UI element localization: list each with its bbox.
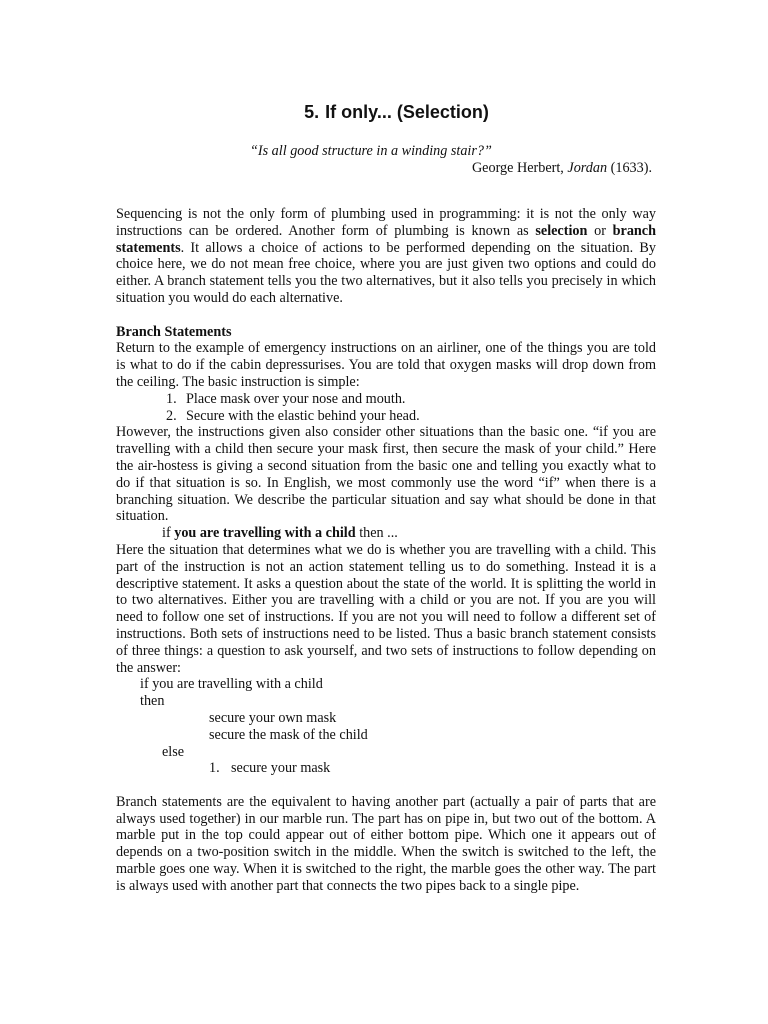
code-else-number: 1. [209, 760, 220, 777]
code-if-line: if you are travelling with a child [140, 676, 323, 693]
section-heading: Branch Statements [116, 323, 232, 340]
paragraph-other-situations: However, the instructions given also consider other situations than the basic one. “if you are travelling with a child then secure your mask first, then secure the mask of your child.” Here the air-hostess is giving a second situation from the basic one and telling you exactly what to do if that situation is so. In English, we most commonly use the word “if” when there is a branching situation. We describe the particular situation and say what should be done in that situation. [116, 424, 656, 525]
document-body [116, 206, 656, 895]
paragraph-airliner: Return to the example of emergency instructions on an airliner, one of the things you are told is what to do if the cabin depressurises. You are told that oxygen masks will drop down from the ceiling. The basic instruction is simple: [116, 340, 656, 390]
condition-text: you are travelling with a child [174, 525, 356, 542]
basic-instruction-list [116, 391, 656, 425]
epigraph-author: George Herbert, [471, 159, 564, 176]
code-then-step: secure your own mask [209, 709, 337, 726]
chapter-title [0, 101, 768, 123]
intro-text-1: Sequencing is not the only form of plumbing used in programming: it is not the only way instructions can be ordered. Another form of plumbing is known as [116, 206, 656, 239]
epigraph-year: (1633). [610, 159, 652, 176]
intro-text-3: . It allows a choice of actions to be performed depending on the situation. By choice here, we do not mean free choice, where you are just given two options and could do either. A branch statement tells you the two alternatives, but it also tells you precisely in which situation you would do each alternative. [116, 239, 656, 306]
spacer [116, 777, 656, 794]
epigraph-quote: “Is all good structure in a winding stair?” [250, 143, 492, 159]
list-item-text: Secure with the elastic behind your head. [186, 407, 420, 424]
code-then-step: secure the mask of the child [209, 726, 368, 743]
list-item [166, 391, 656, 408]
spacer [116, 307, 656, 324]
intro-text-2: or [587, 222, 613, 239]
epigraph [250, 143, 652, 177]
list-item-number: 2. [166, 407, 177, 424]
condition-if: if [162, 525, 175, 542]
code-else-step [116, 760, 656, 777]
chapter-title-text: If only... (Selection) [325, 102, 489, 122]
list-item-text: Place mask over your nose and mouth. [186, 390, 406, 407]
condition-then: then ... [355, 525, 398, 542]
branch-statement-example [116, 676, 656, 777]
term-branch-statements: branch statements [116, 222, 656, 256]
paragraph-situation: Here the situation that determines what we do is whether you are travelling with a child. This part of the instruction is not an action statement telling us to do something. Instead it is a descriptive statement. It asks a question about the state of the world. It is splitting the world in to two alternatives. Either you are travelling with a child or you are not. If you are you will need to follow one set of instructions. If you are not you will need to follow a different set of instructions. Both sets of instructions need to be listed. Thus a basic branch statement consists of three things: a question to ask yourself, and two sets of instructions to follow depending on the answer: [116, 541, 656, 676]
term-selection: selection [535, 222, 588, 239]
code-else-text: secure your mask [231, 760, 331, 777]
list-item-number: 1. [166, 390, 177, 407]
epigraph-work: Jordan [567, 159, 608, 176]
intro-paragraph [116, 206, 656, 307]
chapter-number: 5. [304, 102, 320, 122]
list-item [166, 408, 656, 425]
paragraph-marble-run: Branch statements are the equivalent to having another part (actually a pair of parts that are always used together) in our marble run. The part has on pipe in, but two out of the bottom. A marble put in the top could appear out of either bottom pipe. Which one it appears out of depends on a two-position switch in the middle. When the switch is switched to the left, the marble goes one way. When it is switched to the right, the marble goes the other way. The part is always used with another part that connects the two pipes back to a single pipe. [116, 793, 656, 894]
code-then-line: then [140, 693, 165, 710]
epigraph-attribution [250, 160, 652, 177]
condition-example [116, 525, 656, 542]
code-else-line: else [162, 743, 185, 760]
